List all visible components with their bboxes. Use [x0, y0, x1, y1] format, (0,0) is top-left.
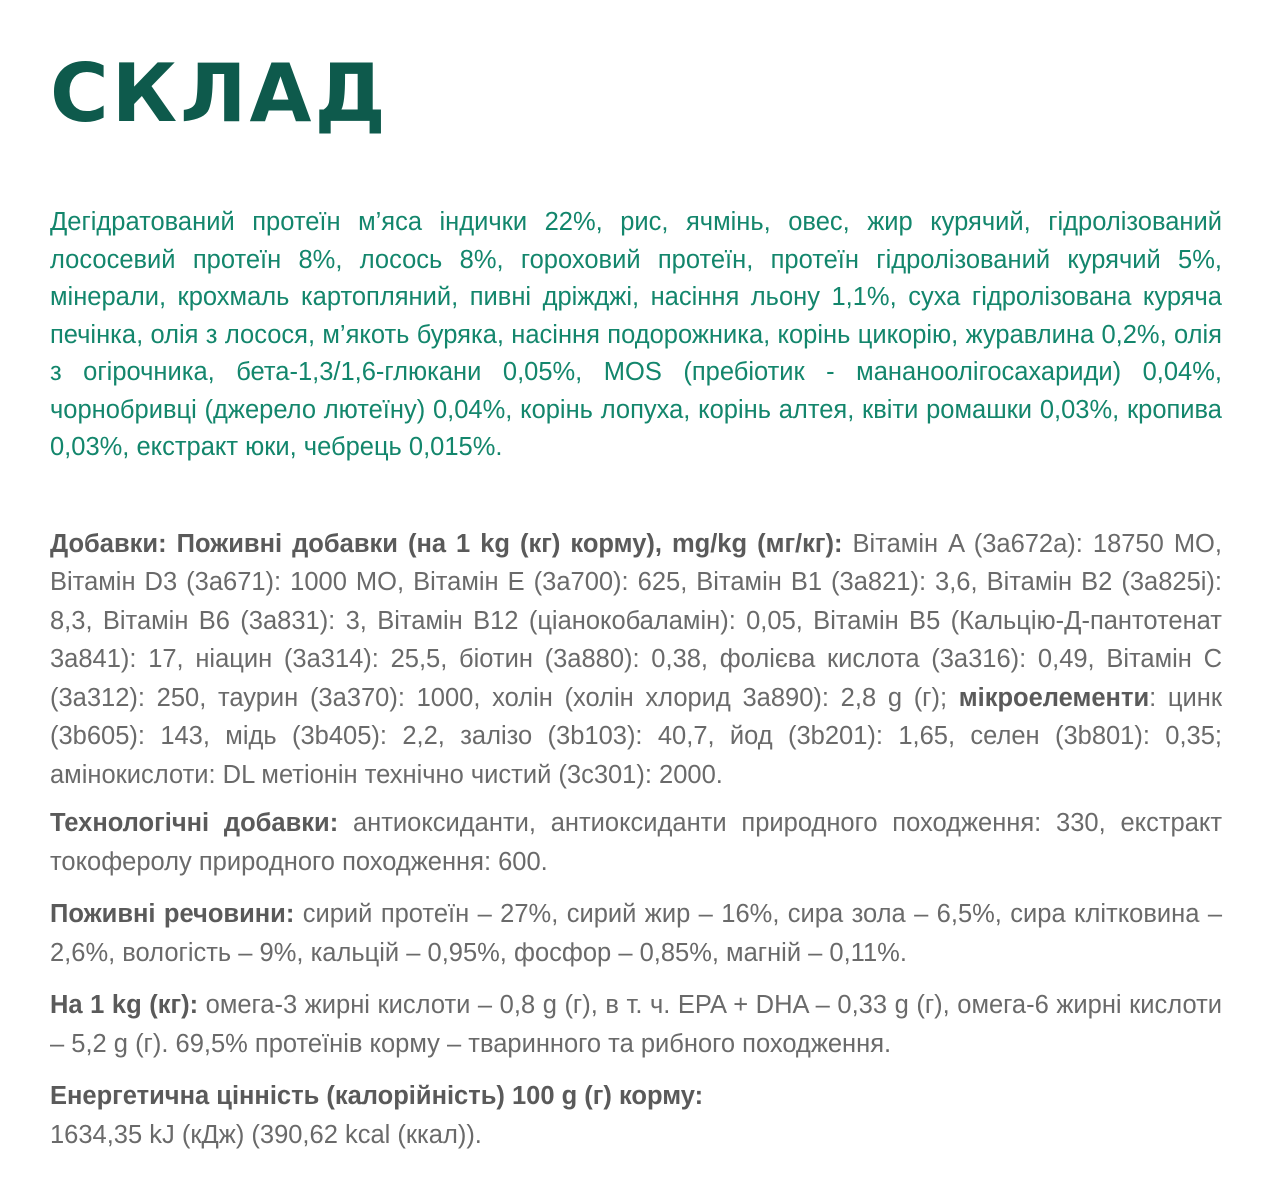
- ingredients-paragraph: Дегідратований протеїн м’яса індички 22%, рис, ячмінь, овес, жир курячий, гідролізований лососевий протеїн 8%, лосось 8%, гороховий протеїн, протеїн гідролізований курячий 5%, мінерали, крохмаль картопляний, пивні дріжджі, насіння льону 1,1%, суха гідролізована куряча печінка, олія з лосося, м’якоть буряка, насіння подорожника, корінь цикорію, журавлина 0,2%, олія з огірочника, бета-1,3/1,6-глюкани 0,05%, MOS (пребіотик - мананоолігосахариди) 0,04%, чорнобривці (джерело лютеїну) 0,04%, корінь лопуха, корінь алтея, квіти ромашки 0,03%, кропива 0,03%, екстракт юки, чебрець 0,015%.: [50, 208, 1222, 461]
- energy-value: 1634,35 kJ (кДж) (390,62 kcal (ккал)).: [50, 1120, 482, 1149]
- per-kg-section: [50, 986, 1222, 1063]
- technological-additives-section: [50, 804, 1222, 881]
- technological-label: Технологічні добавки:: [50, 809, 339, 837]
- energy-section: [50, 1077, 1222, 1154]
- per-kg-text: омега-3 жирні кислоти – 0,8 g (г), в т. ч. EPA + DHA – 0,33 g (г), омега-6 жирні кислоти – 5,2 g (г). 69,5% протеїнів корму – тваринного та рибного походження.: [50, 991, 1222, 1058]
- vitamins-text: Вітамін A (3a672a): 18750 МО, Вітамін D3 (3a671): 1000 МО, Вітамін E (3a700): 625, Вітамін B1 (3a821): 3,6, Вітамін B2 (3a825i): 8,3, Вітамін B6 (3a831): 3, Вітамін B12 (ціанокобаламін): 0,05, Вітамін B5 (Кальцію-Д-пантотенат 3a841): 17, ніацин (3a314): 25,5, біотин (3a880): 0,38, фолієва кислота (3a316): 0,49, Вітамін C (3a312): 250, таурин (3a370): 1000, холін (холін хлорид 3a890): 2,8 g (г);: [50, 529, 1222, 712]
- page-title: СКЛАД: [50, 47, 389, 140]
- nutrients-section: [50, 895, 1222, 972]
- nutrients-text: сирий протеїн – 27%, сирий жир – 16%, сира зола – 6,5%, сира клітковина – 2,6%, вологість – 9%, кальцій – 0,95%, фосфор – 0,85%, магній – 0,11%.: [50, 900, 1223, 967]
- microelements-text: : цинк (3b605): 143, мідь (3b405): 2,2, залізо (3b103): 40,7, йод (3b201): 1,65, селен (3b801): 0,35; амінокислоти: DL метіонін технічно чистий (3c301): 2000.: [50, 683, 1222, 789]
- additives-section: [50, 525, 1222, 795]
- additives-label: Добавки: Поживні добавки (на 1 kg (кг) корму), mg/kg (мг/кг):: [50, 529, 843, 558]
- nutrients-label: Поживні речовини:: [50, 900, 295, 928]
- composition-page: [50, 0, 1222, 1154]
- microelements-label: мікроелементи: [947, 683, 1150, 712]
- technological-text: антиоксиданти, антиоксиданти природного походження: 330, екстракт токоферолу природного походження: 600.: [50, 809, 1222, 876]
- energy-label: Енергетична цінність (калорійність) 100 g (г) корму:: [50, 1082, 704, 1110]
- per-kg-label: На 1 kg (кг):: [50, 991, 199, 1019]
